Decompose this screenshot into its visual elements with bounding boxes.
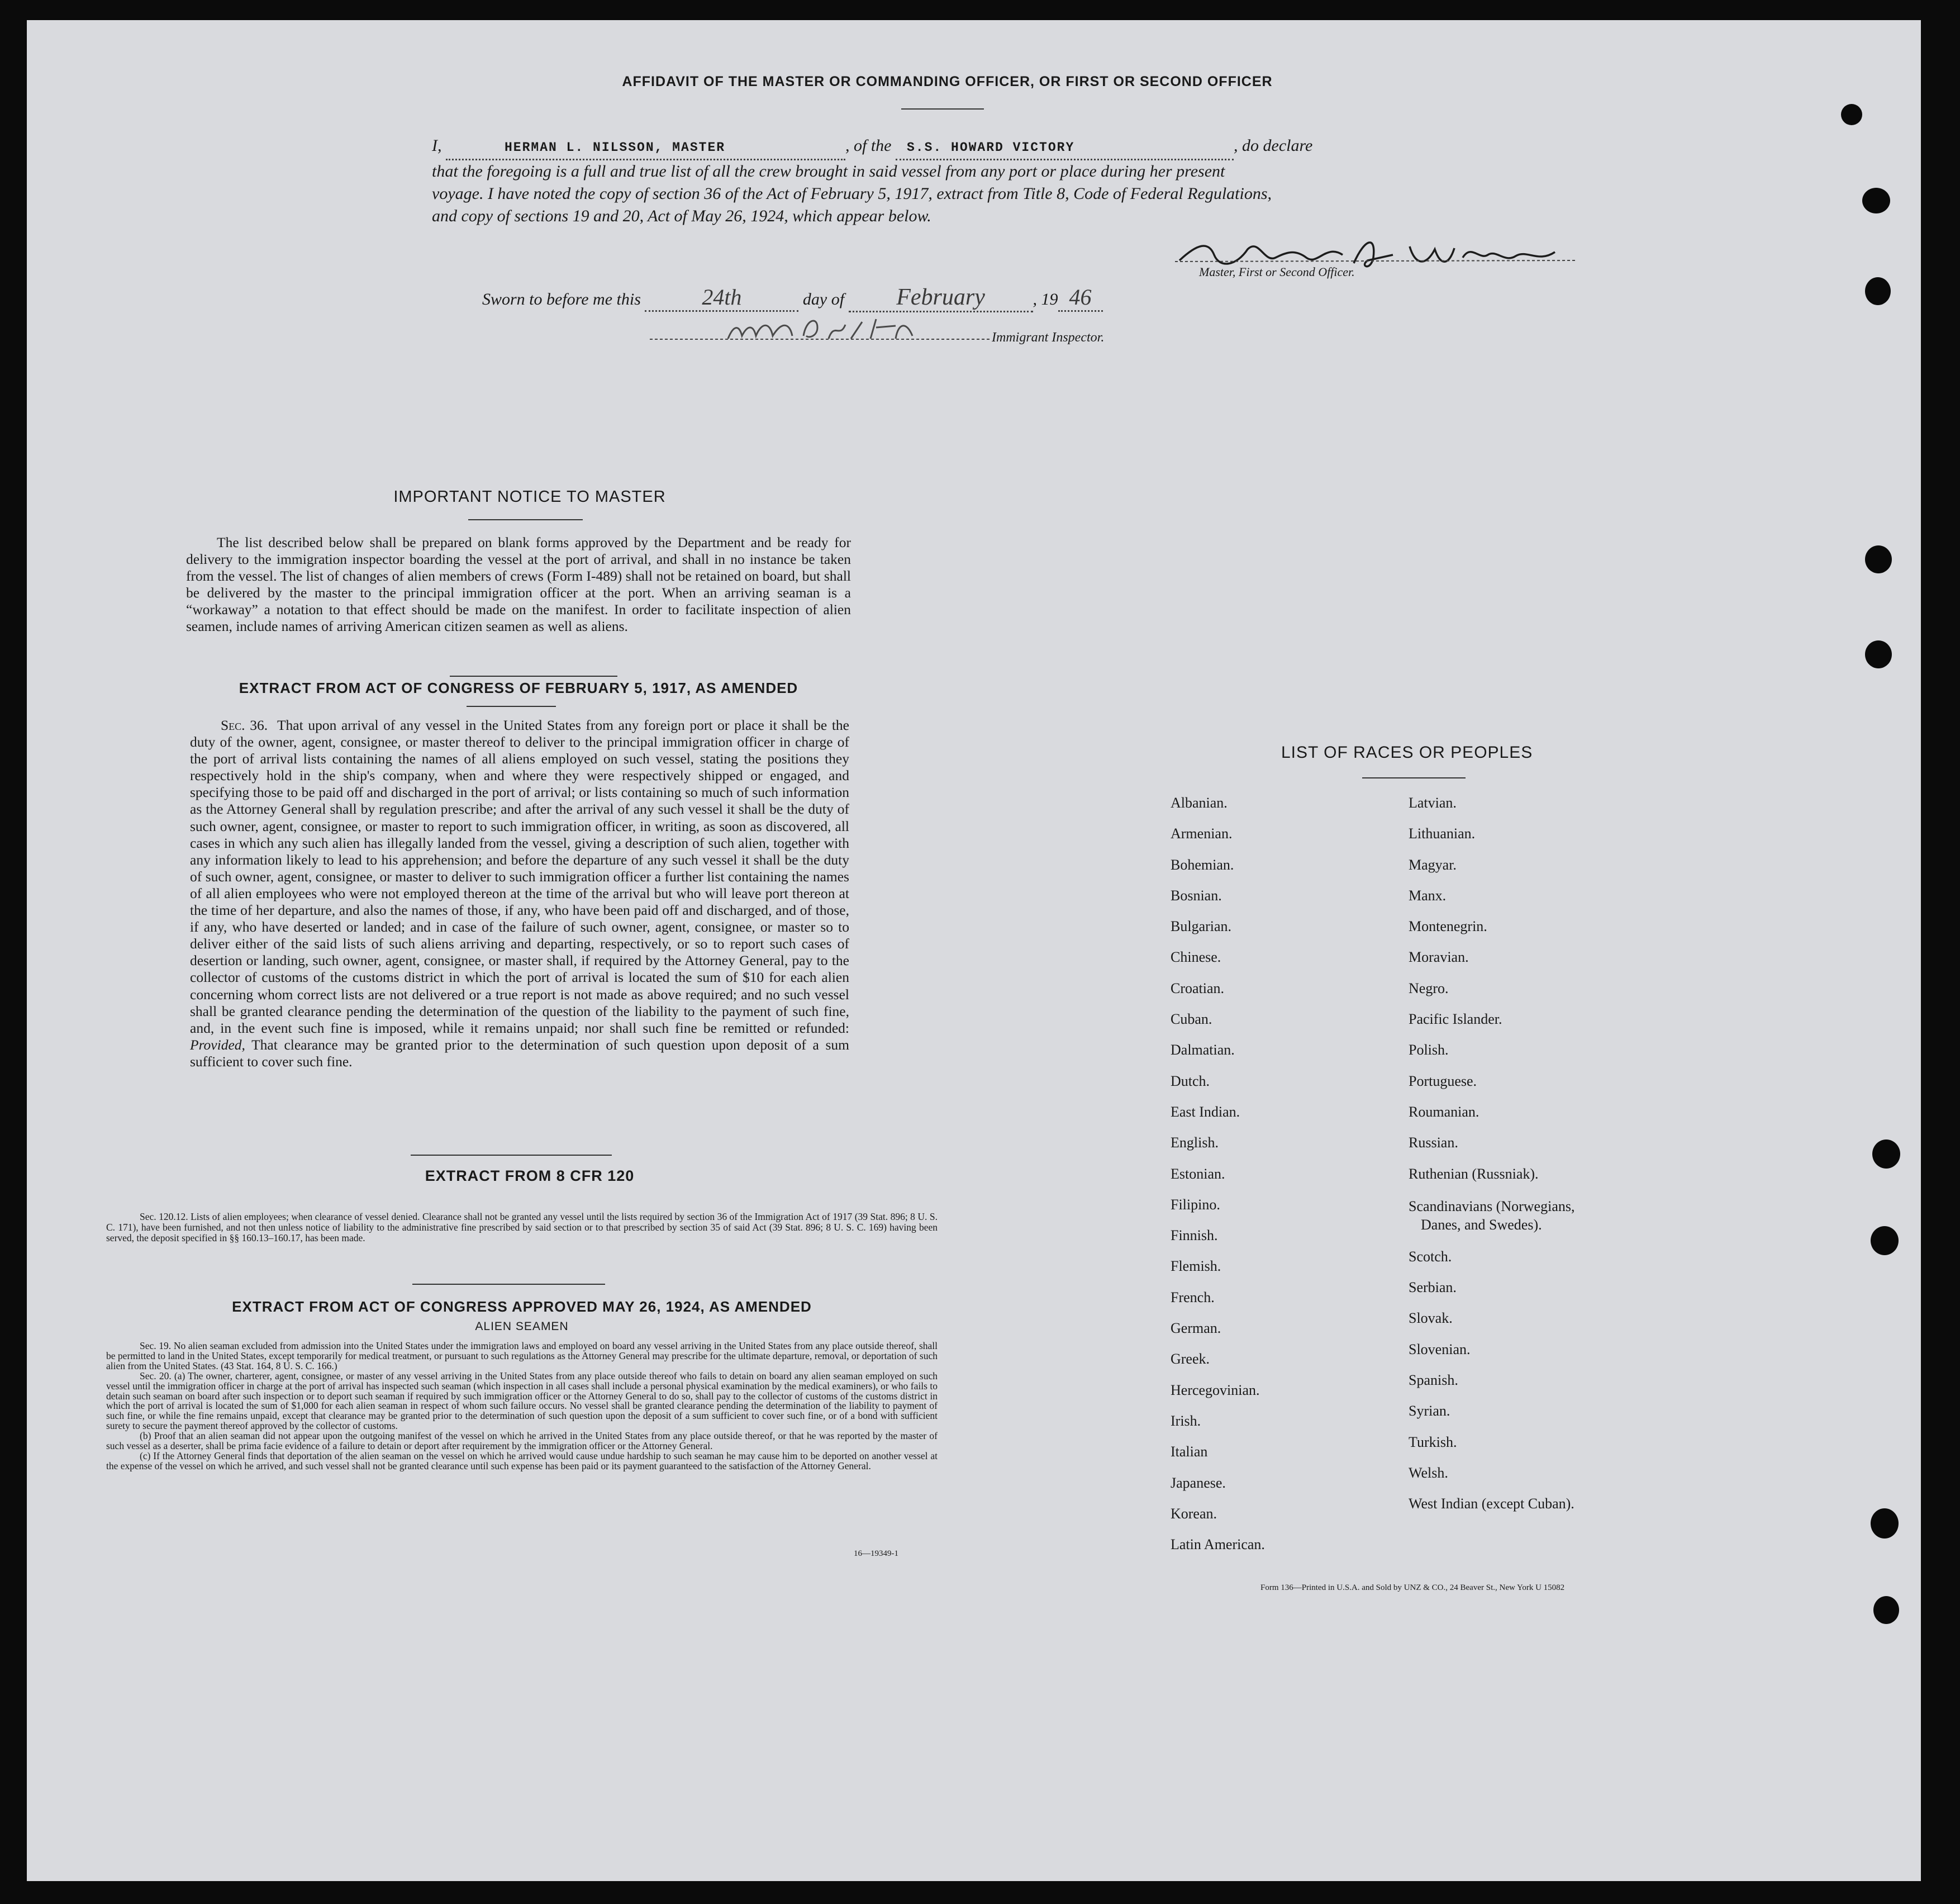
race-item: Moravian.: [1409, 949, 1469, 966]
race-item: Slovak.: [1409, 1310, 1453, 1327]
race-item: Bosnian.: [1171, 887, 1222, 904]
race-item: Slovenian.: [1409, 1341, 1471, 1357]
race-item: Syrian.: [1409, 1403, 1450, 1419]
declaration-line-4: and copy of sections 19 and 20, Act of May 26, 1924, which appear below.: [432, 207, 931, 225]
binder-hole: [1871, 1508, 1899, 1539]
divider: [450, 676, 617, 677]
section-36-end: That clearance may be granted prior to the determination of such question upon deposit of a sum sufficient to cover such fine.: [190, 1036, 849, 1070]
race-item: Roumanian.: [1409, 1103, 1479, 1120]
declarant-prefix: I,: [432, 136, 442, 155]
race-item: Manx.: [1409, 887, 1447, 904]
divider: [411, 1155, 612, 1156]
binder-hole: [1873, 1596, 1899, 1624]
race-item: Spanish.: [1409, 1372, 1458, 1389]
declaration-line-3: voyage. I have noted the copy of section 36 of the Act of February 5, 1917, extract from Title 8, Code of Federal Regulations,: [432, 184, 1272, 203]
inspector-caption: Immigrant Inspector.: [992, 330, 1105, 345]
race-item: West Indian (except Cuban).: [1409, 1495, 1574, 1512]
race-item: Hercegovinian.: [1171, 1381, 1260, 1398]
binder-hole: [1871, 1226, 1899, 1255]
divider: [468, 519, 583, 520]
form-code: 16—19349-1: [854, 1549, 898, 1558]
section-36-text: That upon arrival of any vessel in the United States from any foreign port or place it shall be the duty of the owner, agent, consignee, or master thereof to deliver to the principal immigration officer in charge of the port of arrival lists containing the names of all aliens employed on such vessel, stating the positions they respectively hold in the ship's company, when and where they were respectively shipped or engaged, and specifying those to be paid off and discharged in the port of arrival; or lists containing so much of such information as the Attorney General shall by regulation prescribe; and after the arrival of any such vessel it shall be the duty of such owner, agent, consignee, or master to report to such immigration officer, in writing, as soon as discovered, all cases in which any such alien has illegally landed from the vessel, giving a description of such alien, together with any information likely to lead to his apprehension; and before the departure of any such vessel it shall be the duty of such owner, agent, consignee, or master to deliver to such immigration officer a further list containing the names of all alien employees who were not employed thereon at the time of the arrival but who will leave port thereon at the time of her departure, and also the names of those, if any, who have been paid off and discharged, and of those, if any, who have deserted or landed; and in case of the failure of such owner, agent, consignee, or master so to deliver either of the said lists of such aliens arriving and departing, respectively, or so to report such cases of desertion or landing, such owner, agent, consignee, or master shall, if required by the Attorney General, pay to the collector of customs of the customs district in which the port of arrival is located the sum of $10 for each alien concerning whom correct lists are not delivered or a true report is not made as above required; and no such vessel shall be granted clearance pending the determination of the question of the liability to the payment of such fine, and, in the event such fine is imposed, while it remains unpaid; nor shall such fine be remitted or refunded:: [190, 717, 849, 1036]
race-item: Negro.: [1409, 980, 1449, 996]
section-19-text: Sec. 19. No alien seaman excluded from admission into the United States under the immigration laws and employed on board any vessel arriving in the United States from any place outside thereof, shall be permitted to land in the United States, except temporarily for medical treatment, or pursuant to such regulations as the Attorney General may prescribe for the ultimate departure, removal, or deportation of such alien from the United States. (43 Stat. 164, 8 U. S. C. 166.): [106, 1340, 938, 1371]
race-item: Dutch.: [1171, 1072, 1210, 1089]
race-item-scandinavians: [1409, 1189, 1574, 1234]
day-of-label: day of: [802, 290, 845, 308]
sworn-month-field: [849, 284, 1033, 312]
race-item: Polish.: [1409, 1042, 1449, 1058]
do-declare-label: , do declare: [1234, 136, 1313, 155]
vessel-name: S.S. HOWARD VICTORY: [907, 140, 1075, 155]
declaration-line-2: that the foregoing is a full and true list of all the crew brought in said vessel from any port or place during her present: [432, 162, 1225, 181]
race-item: East Indian.: [1171, 1103, 1240, 1120]
race-item-continuation: Danes, and Swedes).: [1421, 1216, 1542, 1233]
race-item: Russian.: [1409, 1134, 1458, 1151]
extract-1924-body: [106, 1341, 938, 1471]
binder-hole: [1872, 1139, 1900, 1169]
race-item: Flemish.: [1171, 1258, 1221, 1275]
extract-cfr-heading: EXTRACT FROM 8 CFR 120: [425, 1167, 635, 1184]
inspector-signature: [650, 314, 991, 347]
extract-1917-body: [190, 717, 849, 1070]
section-20c-text: (c) If the Attorney General finds that deportation of the alien seaman on the vessel on which he arrived would cause undue hardship to such seaman he may cause him to be deported on another vessel at the expense of the vessel on which he arrived, and such vessel shall not be granted clearance until such expense has been paid or its payment guaranteed to the satisfaction of the Attorney General.: [106, 1450, 938, 1471]
race-item: Irish.: [1171, 1412, 1201, 1429]
extract-1917-heading: EXTRACT FROM ACT OF CONGRESS OF FEBRUARY 5, 1917, AS AMENDED: [239, 680, 798, 696]
declarant-name: HERMAN L. NILSSON, MASTER: [505, 140, 726, 155]
document-page: [27, 20, 1921, 1881]
binder-hole: [1865, 640, 1892, 668]
race-item: Korean.: [1171, 1505, 1217, 1522]
race-item: Estonian.: [1171, 1165, 1225, 1182]
race-item: Lithuanian.: [1409, 825, 1476, 842]
of-the-label: , of the: [845, 136, 892, 155]
race-item: Bulgarian.: [1171, 918, 1232, 935]
race-item: Scandinavians (Norwegians,: [1409, 1198, 1575, 1214]
sworn-day: 24th: [702, 284, 742, 310]
race-item: Serbian.: [1409, 1279, 1457, 1296]
race-item: Croatian.: [1171, 980, 1225, 996]
section-20a-text: Sec. 20. (a) The owner, charterer, agent, consignee, or master of any vessel arriving in the United States from any place outside thereof who fails to detain on board any alien seaman employed on such vessel until the immigration officer in charge at the port of arrival has inspected such seaman (which inspection in all cases shall include a personal physical examination by the medical examiners), or who fails to detain such seaman on board after such inspection or to deport such seaman if required by such immigration officer or the Attorney General to do so, shall pay to the collector of customs of the customs district in which the port of arrival is located the sum of $1,000 for each alien seaman in respect of whom such failure occurs. No vessel shall be granted clearance pending the determination of the liability to payment of such fine, or while the fine remains unpaid, except that clearance may be granted prior to the determination of such question upon the deposit of a sum sufficient to cover such fine, or of a bond with sufficient surety to secure the payment thereof approved by the collector of customs.: [106, 1370, 938, 1432]
race-item: Chinese.: [1171, 949, 1221, 966]
race-item: Bohemian.: [1171, 856, 1234, 873]
alien-seamen-subheading: ALIEN SEAMEN: [475, 1320, 569, 1333]
binder-hole: [1841, 104, 1862, 125]
declarant-field: [446, 135, 845, 160]
extract-cfr-body: Sec. 120.12. Lists of alien employees; when clearance of vessel denied. Clearance shall not be granted any vessel until the lists required by section 36 of the Immigration Act of 1917 (39 Stat. 896; 8 U. S. C. 171), have been furnished, and not then unless notice of liability to the administrative fine prescribed by said section or to that prescribed by section 35 of said Act (39 Stat. 896; 8 U. S. C. 169) having been served, the deposit specified in §§ 160.13–160.17, has been made.: [106, 1211, 938, 1243]
binder-hole: [1862, 188, 1890, 213]
race-item: English.: [1171, 1134, 1219, 1151]
sworn-line: [482, 284, 1103, 312]
race-item: Ruthenian (Russniak).: [1409, 1165, 1539, 1182]
affidavit-declaration: [432, 135, 1513, 227]
year-prefix: , 19: [1033, 290, 1058, 308]
race-item: French.: [1171, 1289, 1215, 1305]
race-item: Armenian.: [1171, 825, 1233, 842]
binder-hole: [1865, 277, 1891, 305]
race-item: Cuban.: [1171, 1011, 1212, 1028]
races-left-column: [1171, 787, 1265, 1560]
notice-heading: IMPORTANT NOTICE TO MASTER: [393, 488, 666, 506]
divider: [1362, 777, 1466, 778]
race-item: Greek.: [1171, 1351, 1210, 1368]
divider: [901, 108, 984, 110]
race-item: Welsh.: [1409, 1464, 1448, 1481]
race-item: German.: [1171, 1320, 1221, 1337]
race-item: Dalmatian.: [1171, 1042, 1235, 1058]
sworn-year-field: [1058, 284, 1103, 312]
race-item: Japanese.: [1171, 1474, 1226, 1491]
race-item: Magyar.: [1409, 856, 1457, 873]
section-20b-text: (b) Proof that an alien seaman did not appear upon the outgoing manifest of the vessel on which he arrived in the United States from any place outside thereof, or that he was reported by the master of such vessel as a deserter, shall be prima facie evidence of a failure to detain or deport after requirement by the immigration officer or the Attorney General.: [106, 1430, 938, 1452]
sworn-day-field: [645, 284, 798, 312]
race-item: Latin American.: [1171, 1536, 1265, 1553]
sworn-prefix: Sworn to before me this: [482, 290, 641, 308]
race-item: Turkish.: [1409, 1433, 1457, 1450]
race-item: Portuguese.: [1409, 1072, 1477, 1089]
race-item: Italian: [1171, 1444, 1208, 1460]
race-item: Scotch.: [1409, 1248, 1452, 1265]
divider: [412, 1284, 605, 1285]
extract-1924-heading: EXTRACT FROM ACT OF CONGRESS APPROVED MAY 26, 1924, AS AMENDED: [232, 1298, 812, 1315]
sworn-year: 46: [1069, 284, 1092, 310]
race-item: Albanian.: [1171, 795, 1228, 811]
races-right-column: [1409, 787, 1574, 1520]
vessel-field: [896, 135, 1234, 160]
races-heading: LIST OF RACES OR PEOPLES: [1281, 743, 1533, 762]
binder-hole: [1865, 545, 1892, 573]
race-item: Filipino.: [1171, 1196, 1220, 1213]
race-item: Pacific Islander.: [1409, 1011, 1502, 1028]
divider: [467, 706, 556, 707]
sworn-month: February: [896, 284, 985, 310]
affidavit-heading: AFFIDAVIT OF THE MASTER OR COMMANDING OFFICER, OR FIRST OR SECOND OFFICER: [622, 74, 1273, 89]
provided-label: Provided,: [190, 1036, 245, 1053]
race-item: Montenegrin.: [1409, 918, 1487, 935]
notice-body: The list described below shall be prepared on blank forms approved by the Department and be ready for delivery to the immigration inspector boarding the vessel at the port of arrival, and shall in no instance be taken from the vessel. The list of changes of alien members of crews (Form I-489) shall not be retained on board, but shall be delivered by the master to the principal immigration officer at the port. When an arriving seaman is a “workaway” a notation to that effect should be made on the manifest. In order to facilitate inspection of alien seamen, include names of arriving American citizen seamen as well as aliens.: [186, 534, 851, 634]
signature-caption: Master, First or Second Officer.: [1199, 265, 1355, 279]
printer-line: Form 136—Printed in U.S.A. and Sold by UNZ & CO., 24 Beaver St., New York U 15082: [1260, 1583, 1565, 1592]
section-label: Sec. 36.: [221, 717, 268, 733]
race-item: Finnish.: [1171, 1227, 1218, 1244]
race-item: Latvian.: [1409, 795, 1457, 811]
